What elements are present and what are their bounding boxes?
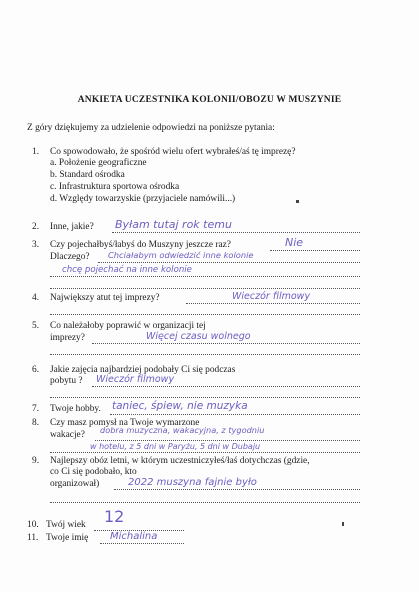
q3-why-answer1: Chciałabym odwiedzić inne kolonie xyxy=(108,250,254,260)
q8-answer-line2 xyxy=(50,452,360,453)
q2-text: Inne, jakie? xyxy=(50,222,94,232)
q9-line2: co Ci się podobało, kto xyxy=(50,467,137,477)
q9-line3: organizował) xyxy=(50,479,100,489)
q2-answer: Byłam tutaj rok temu xyxy=(115,218,232,231)
q4-text: Największy atut tej imprezy? xyxy=(50,293,160,303)
q11-number: 11. xyxy=(27,533,39,543)
q1-option-d: d. Względy towarzyskie (przyjaciele namówili...) xyxy=(50,194,236,204)
q1-option-b: b. Standard ośrodka xyxy=(50,170,125,180)
q9-answer: 2022 muszyna fajnie było xyxy=(128,477,257,488)
q3-extra-line xyxy=(50,288,360,289)
q3-number: 3. xyxy=(32,240,40,250)
q11-answer: Michalina xyxy=(110,531,158,542)
q8-line2: wakacje? xyxy=(50,430,85,440)
q1-text: Co spowodowało, że spośród wielu ofert wybrałeś/aś tę imprezę? xyxy=(50,147,296,157)
q6-extra-line xyxy=(50,397,360,398)
q5-answer-line xyxy=(92,343,360,344)
q6-line2: pobytu ? xyxy=(50,376,83,386)
q1-number: 1. xyxy=(32,147,40,157)
q4-extra-line xyxy=(50,314,360,315)
q8-number: 8. xyxy=(32,418,40,428)
q10-text: Twój wiek xyxy=(46,520,86,530)
stray-mark-2 xyxy=(342,522,344,526)
q3-text: Czy pojechałbyś/łabyś do Muszyny jeszcze raz? xyxy=(50,240,231,250)
q3-why-line2 xyxy=(50,276,360,277)
q3-why-label: Dlaczego? xyxy=(50,252,90,262)
q5-extra-line xyxy=(50,354,360,355)
intro-text: Z góry dziękujemy za udzielenie odpowiedzi na poniższe pytania: xyxy=(27,123,275,133)
q4-answer-line xyxy=(186,303,360,304)
stray-mark xyxy=(296,200,299,203)
q5-line2: imprezy? xyxy=(50,333,85,343)
q3-why-line1 xyxy=(98,262,360,263)
q5-number: 5. xyxy=(32,321,40,331)
q4-number: 4. xyxy=(32,293,40,303)
q11-text: Twoje imię xyxy=(46,533,89,543)
q9-extra-line xyxy=(50,502,360,503)
q3-answer: Nie xyxy=(285,236,304,249)
q11-answer-line xyxy=(100,543,184,544)
q7-number: 7. xyxy=(32,404,40,414)
q6-line1: Jakie zajęcia najbardziej podobały Ci się podczas xyxy=(50,365,236,375)
q3-why-answer2: chcę pojechać na inne kolonie xyxy=(62,265,192,275)
q7-text: Twoje hobby. xyxy=(50,404,101,414)
q10-answer: 12 xyxy=(104,507,125,526)
q8-answer2: w hotelu, z 5 dni w Paryżu, 5 dni w Dubaju xyxy=(90,442,261,451)
survey-title: ANKIETA UCZESTNIKA KOLONII/OBOZU W MUSZYNIE xyxy=(77,95,342,105)
q8-answer1: dobra muzyczna, wakacyjna, z tygodniu xyxy=(100,425,265,435)
q1-option-c: c. Infrastruktura sportowa ośrodka xyxy=(50,182,180,192)
q2-answer-line xyxy=(112,232,360,233)
q7-answer: taniec, śpiew, nie muzyka xyxy=(112,400,248,412)
q1-option-a: a. Położenie geograficzne xyxy=(50,158,147,168)
q9-line1: Najlepszy obóz letni, w którym uczestniczyłeś/łaś dotychczas (gdzie, xyxy=(50,456,310,466)
q5-line1: Co należałoby poprawić w organizacji tej xyxy=(50,321,206,331)
q2-number: 2. xyxy=(32,222,40,232)
q3-answer-line xyxy=(270,250,360,251)
q5-answer: Więcej czasu wolnego xyxy=(146,331,251,342)
q9-answer-line xyxy=(114,489,360,490)
q4-answer: Wieczór filmowy xyxy=(232,291,311,302)
q10-number: 10. xyxy=(27,520,39,530)
q8-line1: Czy masz pomysł na Twoje wymarzone xyxy=(50,418,200,428)
q6-answer-line xyxy=(92,386,360,387)
q9-number: 9. xyxy=(32,456,40,466)
q7-answer-line xyxy=(110,414,360,415)
q6-number: 6. xyxy=(32,365,40,375)
q6-answer: Wieczór filmowy xyxy=(96,374,175,385)
